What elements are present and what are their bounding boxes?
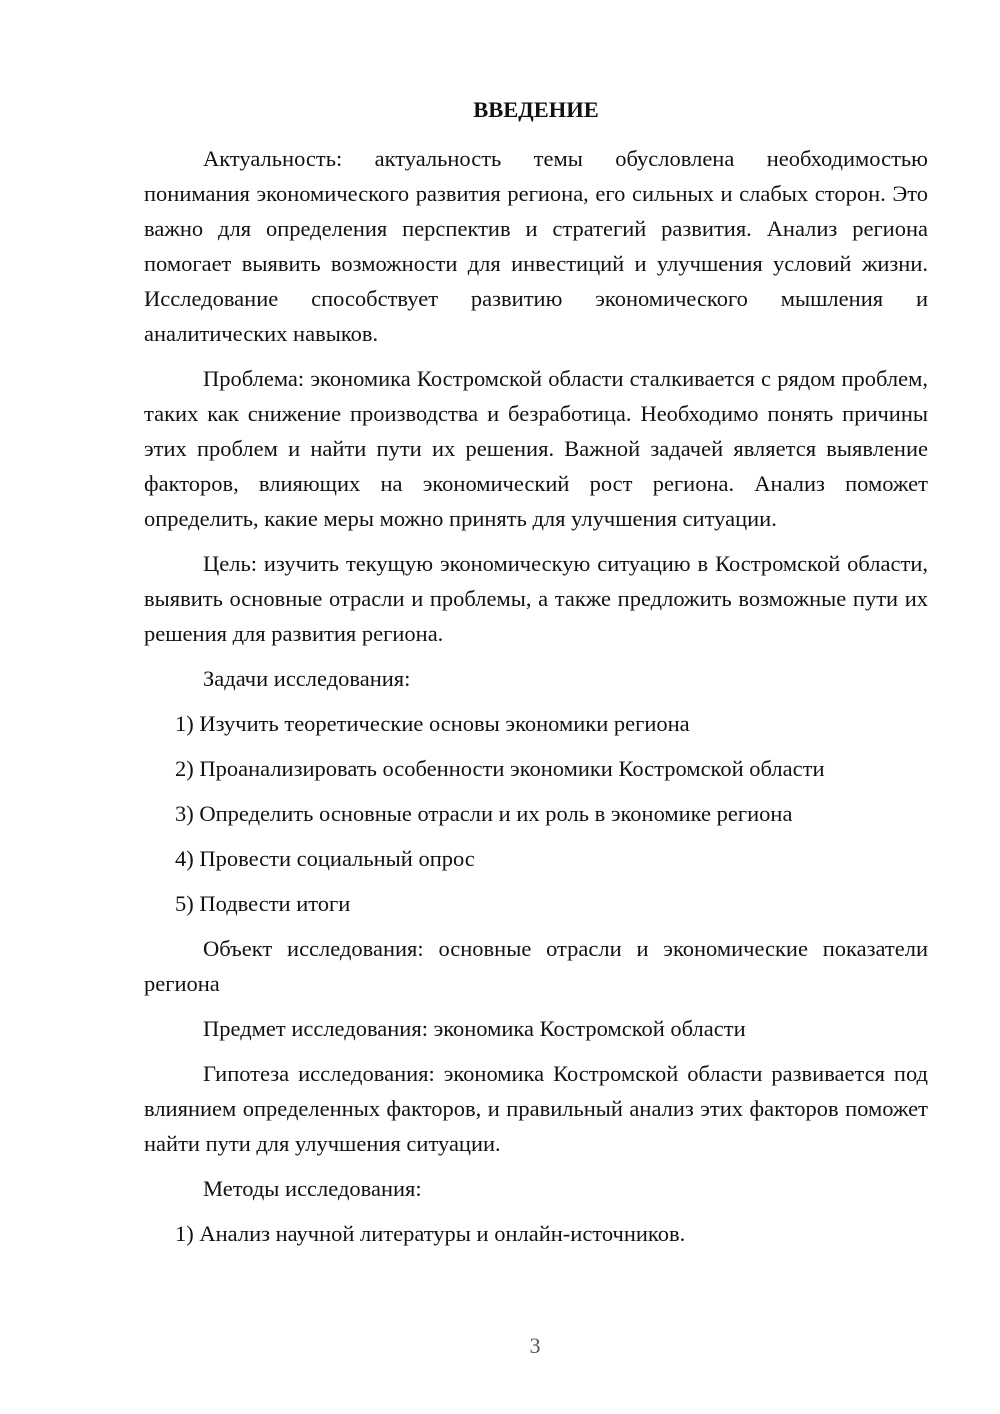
subject-paragraph: Предмет исследования: экономика Костромской области: [203, 1016, 746, 1041]
methods-heading: Методы исследования:: [203, 1176, 422, 1201]
list-item: 2) Проанализировать особенности экономики Костромской области: [175, 756, 825, 781]
methods-list: [144, 1216, 928, 1251]
tasks-list: [144, 706, 928, 921]
object-paragraph: Объект исследования: основные отрасли и экономические показатели региона: [144, 936, 928, 996]
goal-paragraph: Цель: изучить текущую экономическую ситуацию в Костромской области, выявить основные отрасли и проблемы, а также предложить возможные пути их решения для развития региона.: [144, 551, 928, 646]
document-page: [144, 95, 928, 1261]
hypothesis-paragraph: Гипотеза исследования: экономика Костромской области развивается под влиянием определенных факторов, и правильный анализ этих факторов поможет найти пути для улучшения ситуации.: [144, 1061, 928, 1156]
relevance-paragraph: Актуальность: актуальность темы обусловлена необходимостью понимания экономического развития региона, его сильных и слабых сторон. Это важно для определения перспектив и стратегий развития. Анализ региона помогает выявить возможности для инвестиций и улучшения условий жизни. Исследование способствует развитию экономического мышления и аналитических навыков.: [144, 146, 928, 346]
list-item: 1) Анализ научной литературы и онлайн-источников.: [175, 1221, 686, 1246]
tasks-heading: Задачи исследования:: [203, 666, 411, 691]
list-item: 4) Провести социальный опрос: [175, 846, 475, 871]
list-item: 1) Изучить теоретические основы экономики региона: [175, 711, 690, 736]
list-item: 5) Подвести итоги: [175, 891, 351, 916]
list-item: 3) Определить основные отрасли и их роль в экономике региона: [175, 801, 793, 826]
page-number: 3: [529, 1333, 541, 1358]
problem-paragraph: Проблема: экономика Костромской области сталкивается с рядом проблем, таких как снижение производства и безработица. Необходимо понять причины этих проблем и найти пути их решения. Важной задачей является выявление факторов, влияющих на экономический рост региона. Анализ поможет определить, какие меры можно принять для улучшения ситуации.: [144, 366, 928, 531]
page-title: ВВЕДЕНИЕ: [473, 97, 599, 122]
